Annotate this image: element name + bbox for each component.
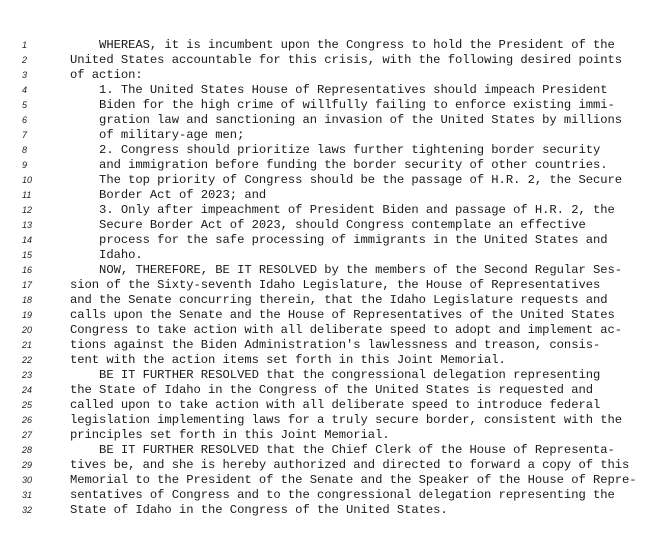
document-line [0, 473, 669, 488]
line-number: 7 [22, 130, 28, 140]
line-text: Congress to take action with all deliberate speed to adopt and implement ac- [70, 323, 623, 337]
document-line [0, 458, 669, 473]
line-text: sentatives of Congress and to the congressional delegation representing the [70, 488, 615, 502]
line-number: 13 [22, 220, 33, 230]
document-line [0, 248, 669, 263]
document-line [0, 218, 669, 233]
line-text: 1. The United States House of Representatives should impeach President [70, 83, 608, 97]
document-line [0, 503, 669, 518]
line-number: 1 [22, 40, 28, 50]
line-text: and the Senate concurring therein, that the Idaho Legislature requests and [70, 293, 608, 307]
line-text: State of Idaho in the Congress of the United States. [70, 503, 448, 517]
line-number: 6 [22, 115, 28, 125]
line-number: 4 [22, 85, 28, 95]
document-line [0, 293, 669, 308]
line-number: 2 [22, 55, 28, 65]
document-line [0, 353, 669, 368]
line-text: Secure Border Act of 2023, should Congress contemplate an effective [70, 218, 586, 232]
line-number: 30 [22, 475, 33, 485]
document-line [0, 233, 669, 248]
line-text: called upon to take action with all deliberate speed to introduce federal [70, 398, 601, 412]
document-line [0, 488, 669, 503]
line-number: 25 [22, 400, 33, 410]
line-number: 28 [22, 445, 33, 455]
document-line [0, 338, 669, 353]
line-text: WHEREAS, it is incumbent upon the Congress to hold the President of the [70, 38, 615, 52]
line-number: 10 [22, 175, 33, 185]
line-number: 29 [22, 460, 33, 470]
line-number: 17 [22, 280, 33, 290]
document-line [0, 98, 669, 113]
line-number: 12 [22, 205, 33, 215]
document-line [0, 128, 669, 143]
line-text: The top priority of Congress should be the passage of H.R. 2, the Secure [70, 173, 623, 187]
line-number: 19 [22, 310, 33, 320]
line-number: 21 [22, 340, 33, 350]
line-text: BE IT FURTHER RESOLVED that the congressional delegation representing [70, 368, 601, 382]
line-number: 14 [22, 235, 33, 245]
line-number: 11 [22, 190, 32, 200]
line-number: 27 [22, 430, 33, 440]
line-text: process for the safe processing of immigrants in the United States and [70, 233, 608, 247]
line-number: 23 [22, 370, 33, 380]
document-line [0, 443, 669, 458]
line-text: NOW, THEREFORE, BE IT RESOLVED by the members of the Second Regular Ses- [70, 263, 623, 277]
document-line [0, 323, 669, 338]
line-text: calls upon the Senate and the House of Representatives of the United States [70, 308, 615, 322]
document-line [0, 173, 669, 188]
line-number: 22 [22, 355, 33, 365]
line-number: 9 [22, 160, 28, 170]
line-text: tives be, and she is hereby authorized and directed to forward a copy of this [70, 458, 630, 472]
document-line [0, 68, 669, 83]
document-line [0, 308, 669, 323]
line-number: 15 [22, 250, 33, 260]
line-text: United States accountable for this crisis, with the following desired points [70, 53, 623, 67]
document-line [0, 203, 669, 218]
line-number: 24 [22, 385, 33, 395]
line-number: 16 [22, 265, 33, 275]
line-number: 31 [22, 490, 33, 500]
document-line [0, 368, 669, 383]
line-text: of military-age men; [70, 128, 245, 142]
document-line [0, 38, 669, 53]
document-line [0, 263, 669, 278]
document-body [0, 38, 669, 518]
line-text: BE IT FURTHER RESOLVED that the Chief Clerk of the House of Representa- [70, 443, 615, 457]
document-line [0, 143, 669, 158]
document-line [0, 53, 669, 68]
line-number: 8 [22, 145, 28, 155]
line-number: 3 [22, 70, 28, 80]
line-text: Memorial to the President of the Senate and the Speaker of the House of Repre- [70, 473, 637, 487]
line-text: gration law and sanctioning an invasion of the United States by millions [70, 113, 623, 127]
document-line [0, 428, 669, 443]
document-line [0, 83, 669, 98]
document-line [0, 113, 669, 128]
line-text: of action: [70, 68, 143, 82]
line-number: 20 [22, 325, 33, 335]
line-text: Biden for the high crime of willfully failing to enforce existing immi- [70, 98, 615, 112]
line-text: Border Act of 2023; and [70, 188, 267, 202]
line-text: 3. Only after impeachment of President Biden and passage of H.R. 2, the [70, 203, 615, 217]
document-line [0, 398, 669, 413]
document-line [0, 158, 669, 173]
document-line [0, 278, 669, 293]
line-text: legislation implementing laws for a truly secure border, consistent with the [70, 413, 623, 427]
document-line [0, 188, 669, 203]
document-line [0, 413, 669, 428]
line-text: Idaho. [70, 248, 143, 262]
document-line [0, 383, 669, 398]
line-number: 5 [22, 100, 28, 110]
line-text: tions against the Biden Administration's lawlessness and treason, consis- [70, 338, 601, 352]
line-text: the State of Idaho in the Congress of the United States is requested and [70, 383, 593, 397]
line-text: tent with the action items set forth in this Joint Memorial. [70, 353, 506, 367]
line-text: principles set forth in this Joint Memorial. [70, 428, 390, 442]
line-text: sion of the Sixty-seventh Idaho Legislature, the House of Representatives [70, 278, 601, 292]
line-number: 32 [22, 505, 33, 515]
line-text: and immigration before funding the border security of other countries. [70, 158, 608, 172]
line-number: 18 [22, 295, 33, 305]
line-text: 2. Congress should prioritize laws further tightening border security [70, 143, 601, 157]
line-number: 26 [22, 415, 33, 425]
